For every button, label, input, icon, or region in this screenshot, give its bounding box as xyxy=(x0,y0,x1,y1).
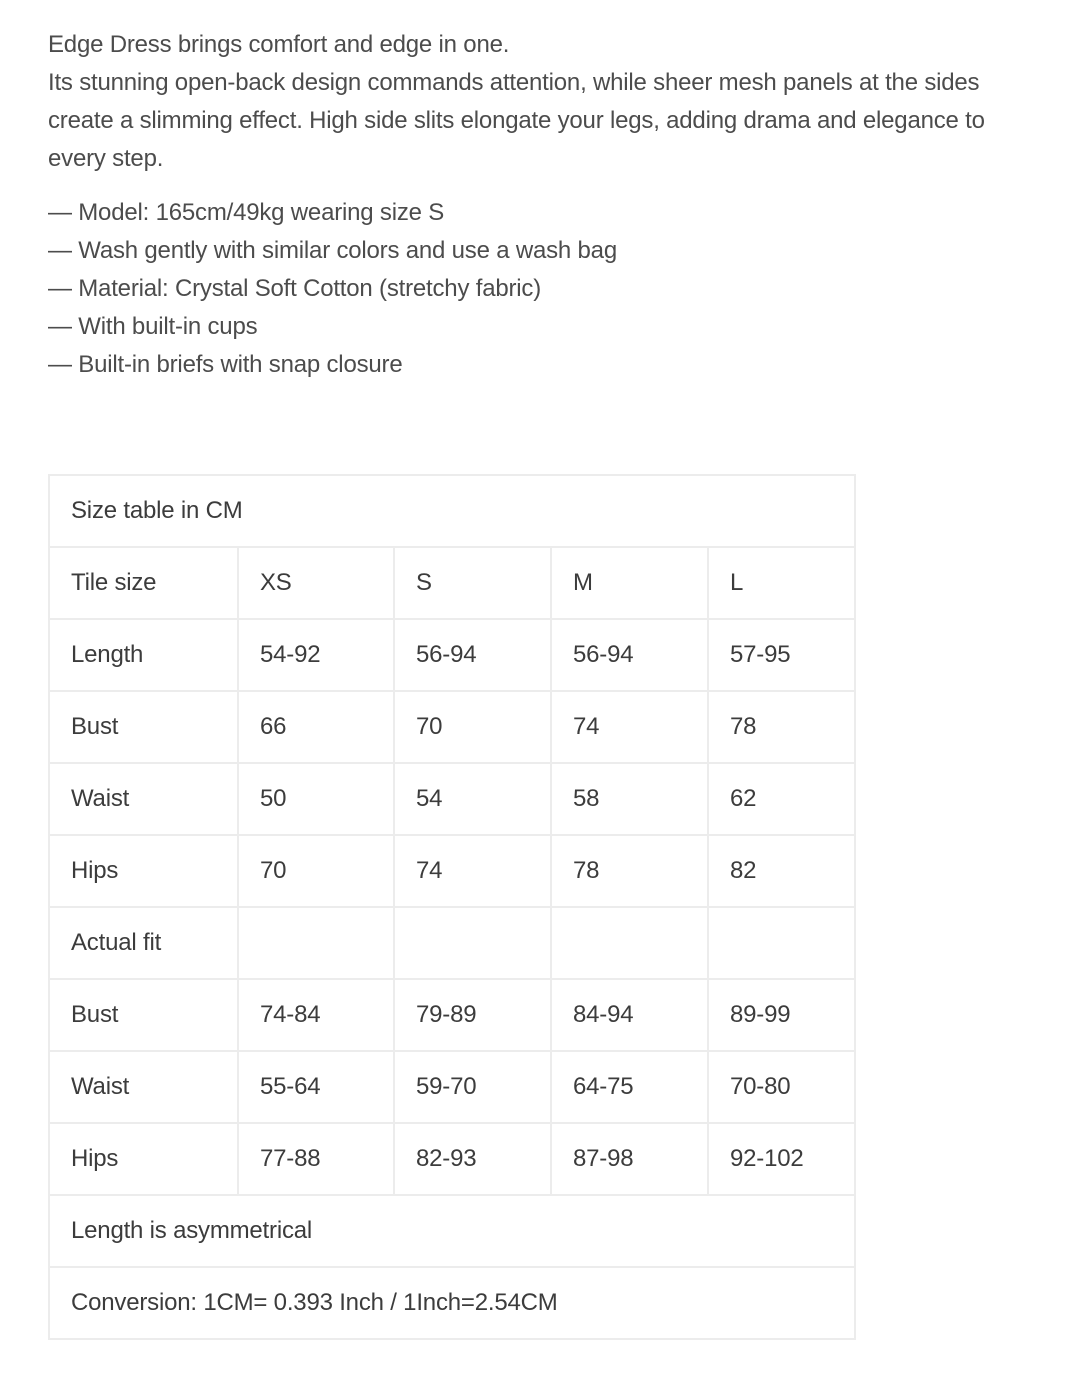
cell-value: 57-95 xyxy=(708,619,855,691)
size-table-header-row xyxy=(49,547,855,619)
cell-value xyxy=(238,907,394,979)
cell-value: 55-64 xyxy=(238,1051,394,1123)
row-label: Hips xyxy=(49,1123,238,1195)
cell-value: 59-70 xyxy=(394,1051,551,1123)
cell-value: 64-75 xyxy=(551,1051,708,1123)
column-header-tile-size: Tile size xyxy=(49,547,238,619)
detail-item-material: — Material: Crystal Soft Cotton (stretchy fabric) xyxy=(48,275,542,302)
footnote-conversion: Conversion: 1CM= 0.393 Inch / 1Inch=2.54CM xyxy=(49,1267,855,1339)
cell-value: 74 xyxy=(394,835,551,907)
column-header-m: M xyxy=(551,547,708,619)
size-table-title: Size table in CM xyxy=(49,475,855,547)
footnote-asymmetrical: Length is asymmetrical xyxy=(49,1195,855,1267)
size-table xyxy=(48,474,856,1340)
size-table-title-row xyxy=(49,475,855,547)
cell-value xyxy=(708,907,855,979)
column-header-xs: XS xyxy=(238,547,394,619)
table-row-length xyxy=(49,619,855,691)
cell-value: 70 xyxy=(238,835,394,907)
cell-value: 78 xyxy=(708,691,855,763)
cell-value: 82-93 xyxy=(394,1123,551,1195)
size-table-footnote-row xyxy=(49,1267,855,1339)
cell-value: 78 xyxy=(551,835,708,907)
cell-value: 89-99 xyxy=(708,979,855,1051)
cell-value: 77-88 xyxy=(238,1123,394,1195)
cell-value: 50 xyxy=(238,763,394,835)
cell-value: 70 xyxy=(394,691,551,763)
cell-value: 82 xyxy=(708,835,855,907)
description-line-body: Its stunning open-back design commands attention, while sheer mesh panels at the sides create a slimming effect. High side slits elongate your legs, adding drama and elegance to every step. xyxy=(48,69,985,172)
row-label: Waist xyxy=(49,763,238,835)
cell-value: 92-102 xyxy=(708,1123,855,1195)
cell-value: 56-94 xyxy=(551,619,708,691)
table-row-hips xyxy=(49,835,855,907)
table-row-actual-waist xyxy=(49,1051,855,1123)
cell-value: 74 xyxy=(551,691,708,763)
cell-value: 87-98 xyxy=(551,1123,708,1195)
row-label: Length xyxy=(49,619,238,691)
row-label: Bust xyxy=(49,979,238,1051)
cell-value: 54 xyxy=(394,763,551,835)
size-table-footnote-row xyxy=(49,1195,855,1267)
row-label: Hips xyxy=(49,835,238,907)
detail-item-briefs: — Built-in briefs with snap closure xyxy=(48,351,403,378)
row-label: Bust xyxy=(49,691,238,763)
product-description xyxy=(48,26,1030,178)
table-row-actual-hips xyxy=(49,1123,855,1195)
detail-item-model: — Model: 165cm/49kg wearing size S xyxy=(48,199,445,226)
cell-value: 79-89 xyxy=(394,979,551,1051)
cell-value: 56-94 xyxy=(394,619,551,691)
row-label: Actual fit xyxy=(49,907,238,979)
table-row-bust xyxy=(49,691,855,763)
cell-value: 66 xyxy=(238,691,394,763)
detail-item-cups: — With built-in cups xyxy=(48,313,258,340)
cell-value: 62 xyxy=(708,763,855,835)
cell-value xyxy=(394,907,551,979)
column-header-l: L xyxy=(708,547,855,619)
product-detail-list xyxy=(48,194,1030,384)
cell-value: 58 xyxy=(551,763,708,835)
detail-item-wash: — Wash gently with similar colors and use a wash bag xyxy=(48,237,617,264)
table-row-actual-fit xyxy=(49,907,855,979)
column-header-s: S xyxy=(394,547,551,619)
cell-value: 84-94 xyxy=(551,979,708,1051)
cell-value xyxy=(551,907,708,979)
cell-value: 74-84 xyxy=(238,979,394,1051)
description-line-intro: Edge Dress brings comfort and edge in one. xyxy=(48,31,510,58)
cell-value: 70-80 xyxy=(708,1051,855,1123)
table-row-actual-bust xyxy=(49,979,855,1051)
row-label: Waist xyxy=(49,1051,238,1123)
cell-value: 54-92 xyxy=(238,619,394,691)
table-row-waist xyxy=(49,763,855,835)
